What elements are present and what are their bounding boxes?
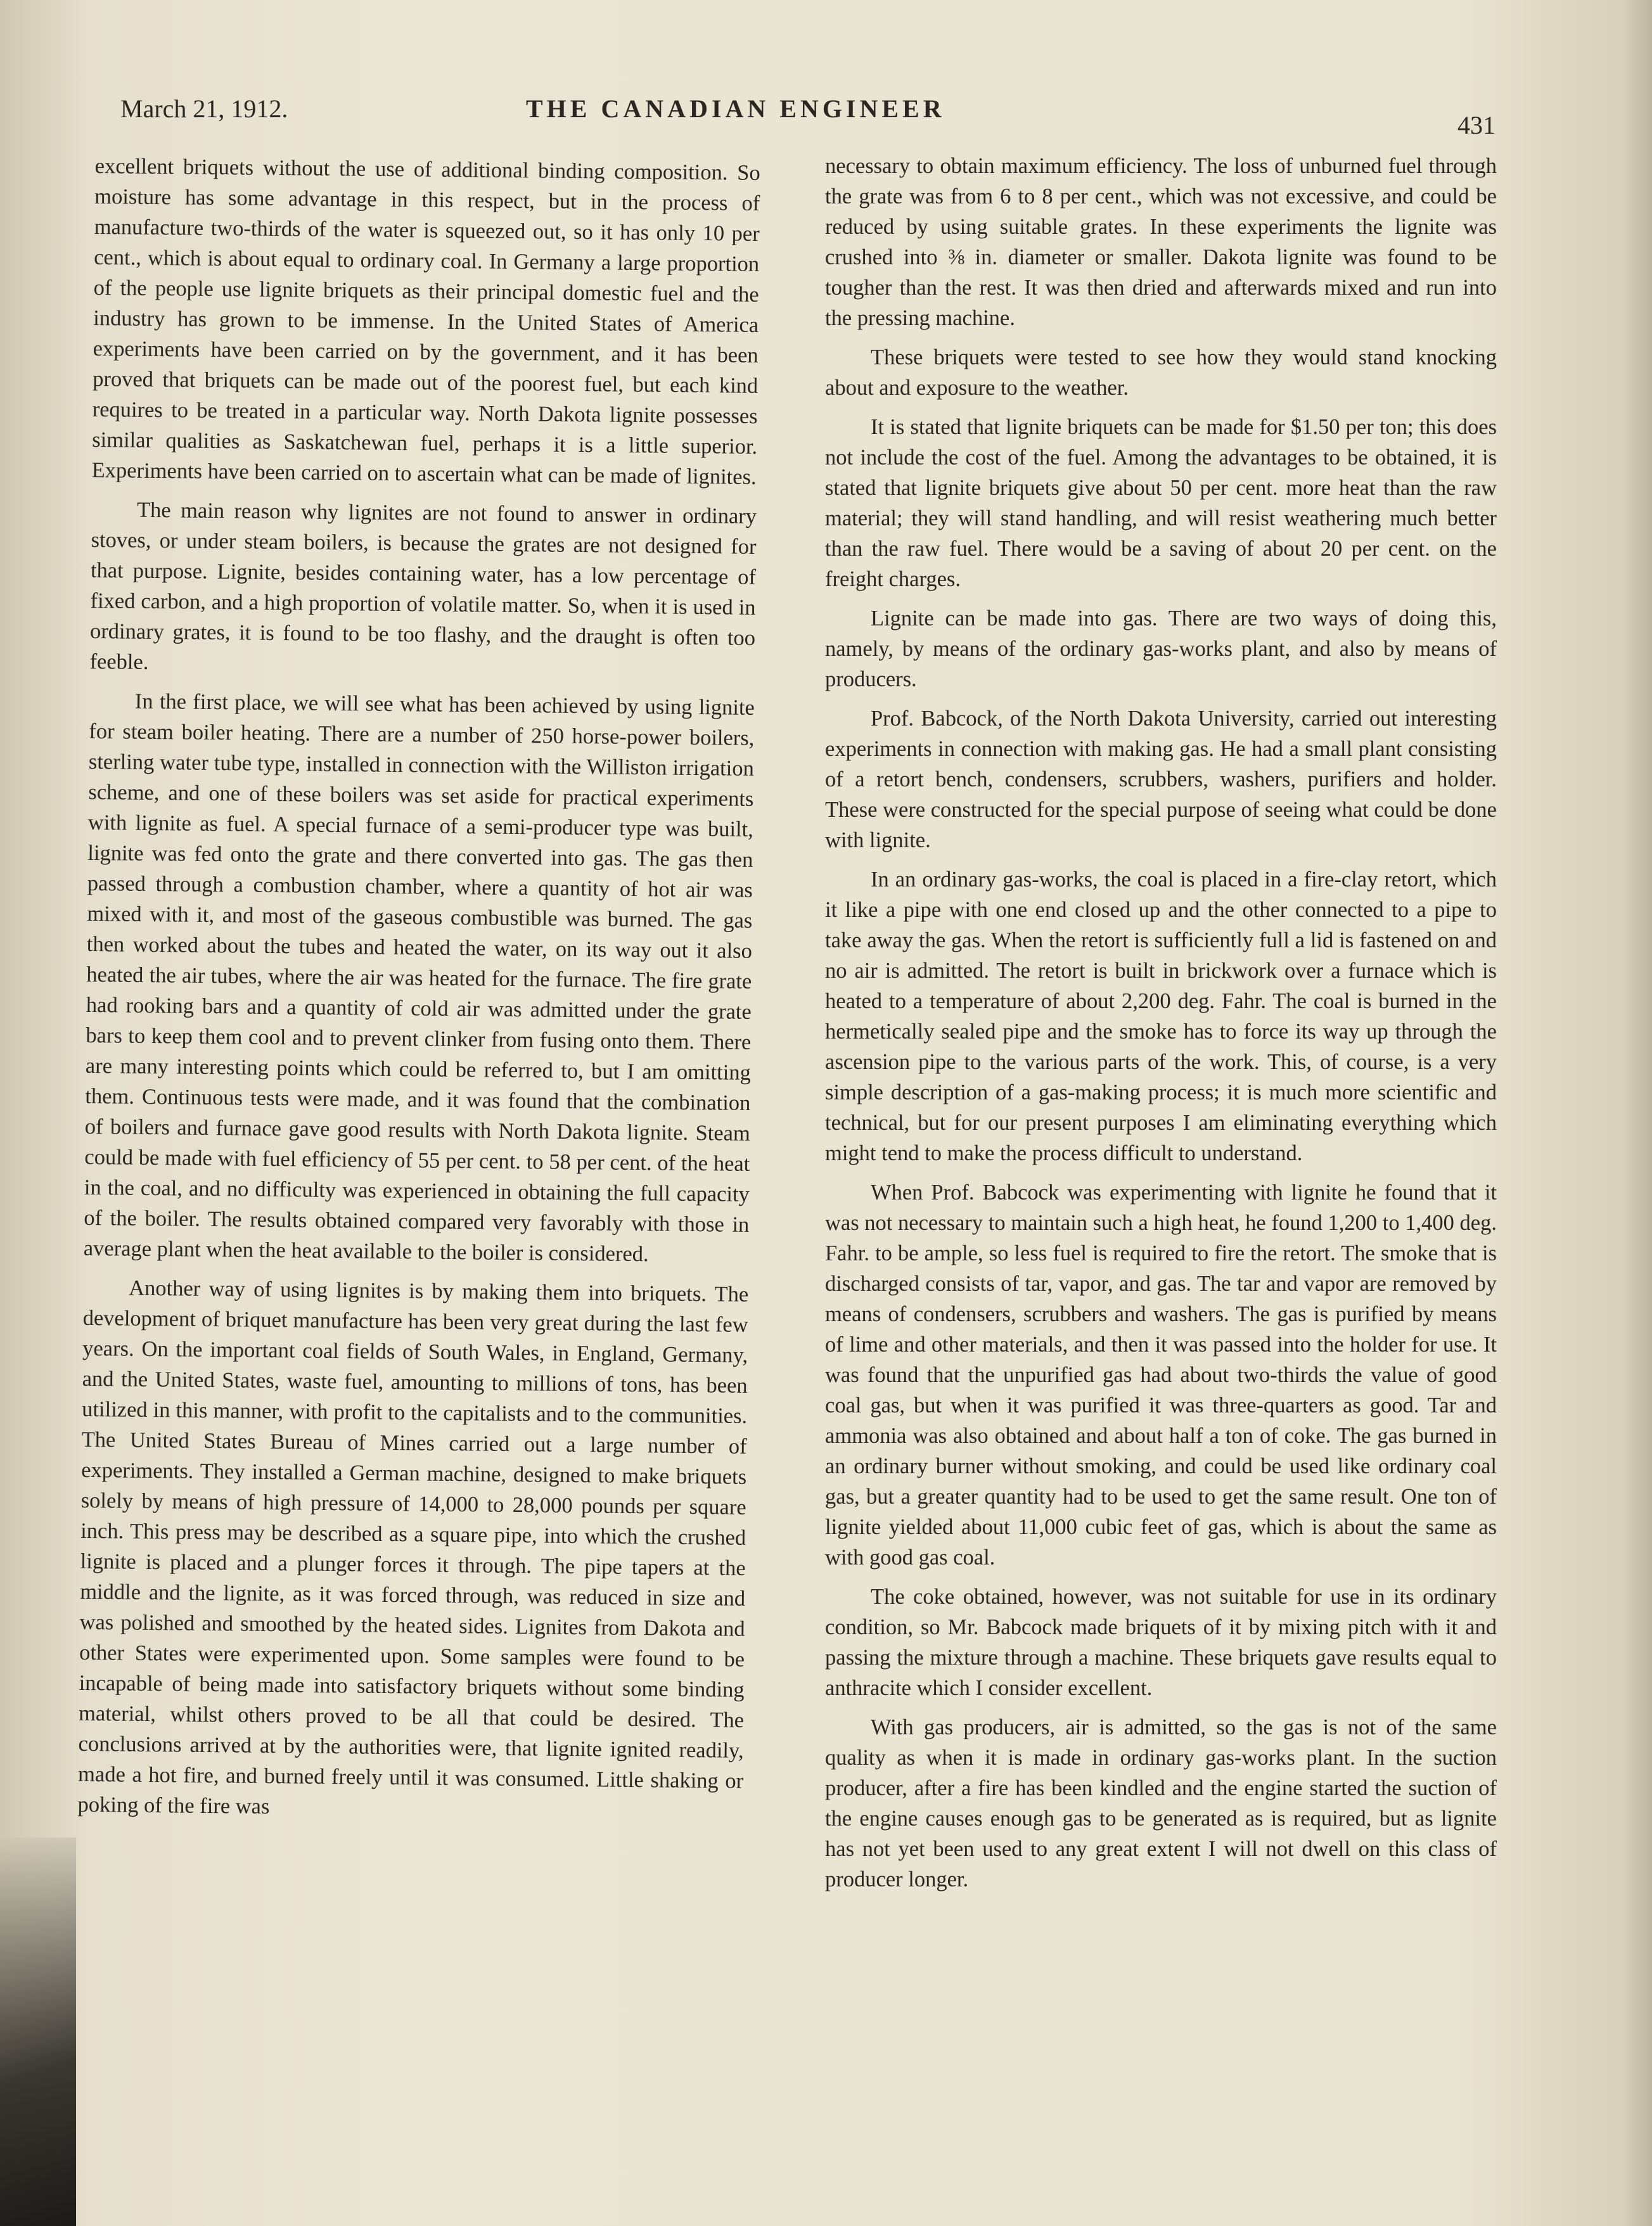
paragraph: In the first place, we will see what has been achieved by using lignite for steam boiler heating. There are a number of 250 horse-power boilers, sterling water tube type, installed in connection with the Williston irrigation scheme, and one of these boilers was set aside for practical experiments with lignite as fuel. A special furnace of a semi-producer type was built, lignite was fed onto the grate and there converted into gas. The gas then passed through a combustion chamber, where a quantity of hot air was mixed with it, and most of the gaseous combustible was burned. The gas then worked about the tubes and heated the water, on its way out it also heated the air tubes, where the air was heated for the furnace. The fire grate had rooking bars and a quantity of cold air was admitted under the grate bars to keep them cool and to prevent clinker from fusing onto them. There are many interesting points which could be referred to, but I am omitting them. Continuous tests were made, and it was found that the combination of boilers and furnace gave good results with North Dakota lignite. Steam could be made with fuel efficiency of 55 per cent. to 58 per cent. of the heat in the coal, and no difficulty was experienced in obtaining the full capacity of the boiler. The results obtained compared very favorably with those in average plant when the heat available to the boiler is considered. [83, 689, 755, 1267]
left-column [77, 151, 760, 1836]
paragraph: The coke obtained, however, was not suitable for use in its ordinary condition, so Mr. Babcock made briquets of it by mixing pitch with it and passing the mixture through a machine. These briquets gave results equal to anthracite which I consider excellent. [825, 1585, 1497, 1700]
paragraph: When Prof. Babcock was experimenting with lignite he found that it was not necessary to maintain such a high heat, he found 1,200 to 1,400 deg. Fahr. to be ample, so less fuel is required to fire the retort. The smoke that is discharged consists of tar, vapor, and gas. The tar and vapor are removed by means of condensers, scrubbers and washers. The gas is purified by means of lime and other materials, and then it was passed into the holder for use. It was found that the unpurified gas had about two-thirds the value of good coal gas, but when it was purified it was three-quarters as good. Tar and ammonia was also obtained and about half a ton of coke. The gas burned in an ordinary burner without smoking, and could be used like ordinary coal gas, but a greater quantity had to be used to get the same result. One ton of lignite yielded about 11,000 cubic feet of gas, which is about the same as with good gas coal. [825, 1180, 1497, 1570]
issue-date: March 21, 1912. [120, 94, 288, 123]
paragraph: Prof. Babcock, of the North Dakota University, carried out interesting experiments in connection with making gas. He had a small plant consisting of a retort bench, condensers, scrubbers, washers, purifiers and holder. These were constructed for the special purpose of seeing what could be done with lignite. [825, 707, 1497, 852]
paragraph: Another way of using lignites is by making them into briquets. The development of briquet manufacture has been very great during the last few years. On the important coal fields of South Wales, in England, Germany, and the United States, waste fuel, amounting to millions of tons, has been utilized in this manner, with profit to the capitalists and to the communities. The United States Bureau of Mines carried out a large number of experiments. They installed a German machine, designed to make briquets solely by means of high pressure of 14,000 to 28,000 pounds per square inch. This press may be described as a square pipe, into which the crushed lignite is placed and a plunger forces it through. The pipe tapers at the middle and the lignite, as it was forced through, was reduced in size and was polished and smoothed by the heated sides. Lignites from Dakota and other States were experimented upon. Some samples were found to be incapable of being made into satisfactory briquets without some binding material, whilst others proved to be all that could be desired. The conclusions arrived at by the authorities were, that lignite ignited readily, made a hot fire, and burned freely until it was consumed. Little shaking or poking of the fire was [77, 1276, 749, 1819]
paragraph: Lignite can be made into gas. There are two ways of doing this, namely, by means of the ordinary gas-works plant, and also by means of producers. [825, 606, 1497, 691]
page-number: 431 [1457, 111, 1495, 139]
paragraph: With gas producers, air is admitted, so the gas is not of the same quality as when it is made in ordinary gas-works plant. In the suction producer, after a fire has been kindled and the engine started the suction of the engine causes enough gas to be generated as is required, but as lignite has not yet been used to any great extent I will not dwell on this class of producer longer. [825, 1715, 1497, 1891]
paragraph: The main reason why lignites are not found to answer in ordinary stoves, or under steam boilers, is because the grates are not designed for that purpose. Lignite, besides containing water, has a low percentage of fixed carbon, and a high proportion of volatile matter. So, when it is used in ordinary grates, it is found to be too flashy, and the draught is often too feeble. [89, 497, 757, 674]
paragraph: necessary to obtain maximum efficiency. The loss of unburned fuel through the grate was from 6 to 8 per cent., which was not excessive, and could be reduced by using suitable grates. In these experiments the lignite was crushed into ⅜ in. diameter or smaller. Dakota lignite was found to be tougher than the rest. It was then dried and afterwards mixed and run into the pressing machine. [825, 154, 1497, 330]
paragraph: excellent briquets without the use of additional binding composition. So moisture has some advantage in this respect, but in the process of manufacture two-thirds of the water is squeezed out, so it has only 10 per cent., which is about equal to ordinary coal. In Germany a large proportion of the people use lignite briquets as their principal domestic fuel and the industry has grown to be immense. In the United States of America experiments have been carried on by the government, and it has been proved that briquets can be made out of the poorest fuel, but each kind requires to be treated in a particular way. North Dakota lignite possesses similar qualities as Saskatchewan fuel, perhaps it is a little superior. Experiments have been carried on to ascertain what can be made of lignites. [91, 153, 760, 489]
right-column [825, 151, 1497, 1903]
book-spine-shadow [0, 1838, 76, 2226]
running-header [120, 94, 1495, 138]
journal-title: THE CANADIAN ENGINEER [526, 94, 945, 123]
paragraph: It is stated that lignite briquets can be made for $1.50 per ton; this does not include the cost of the fuel. Among the advantages to be obtained, it is stated that lignite briquets give about 50 per cent. more heat than the raw material; they will stand handling, and will resist weathering much better than the raw fuel. There would be a saving of about 20 per cent. on the freight charges. [825, 415, 1497, 591]
paragraph: In an ordinary gas-works, the coal is placed in a fire-clay retort, which it like a pipe with one end closed up and the other connected to a pipe to take away the gas. When the retort is sufficiently full a lid is fastened on and no air is admitted. The retort is built in brickwork over a furnace which is heated to a temperature of about 2,200 deg. Fahr. The coal is burned in the hermetically sealed pipe and the smoke has to force its way up through the ascension pipe to the various parts of the work. This, of course, is a very simple description of a gas-making process; it is much more scientific and technical, but for our present purposes I am eliminating everything which might tend to make the process difficult to understand. [825, 867, 1497, 1165]
paragraph: These briquets were tested to see how they would stand knocking about and exposure to the weather. [825, 345, 1497, 400]
